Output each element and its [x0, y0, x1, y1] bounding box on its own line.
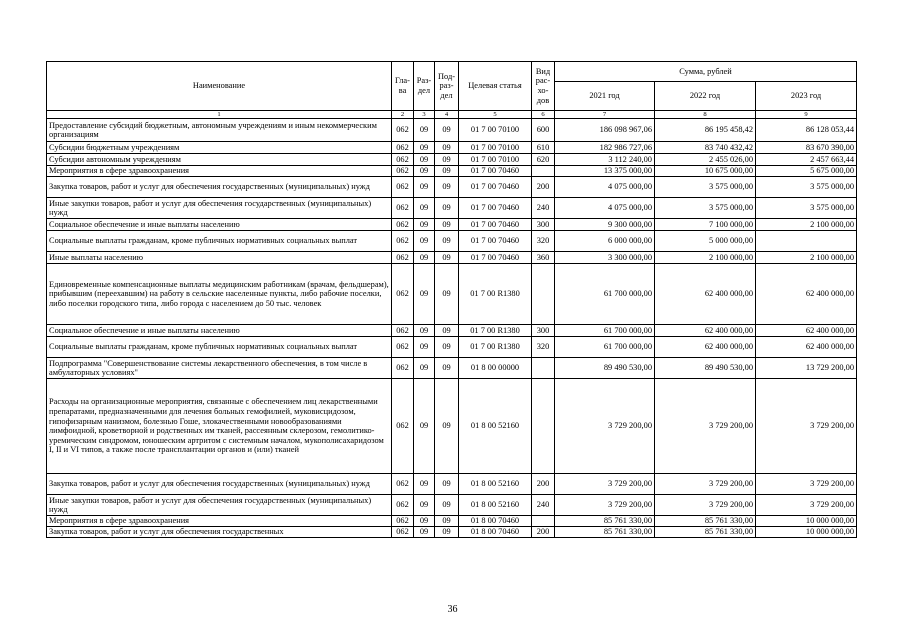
header-year-2023: 2023 год [756, 82, 857, 111]
table-row [47, 177, 857, 198]
row-razdel: 09 [414, 252, 435, 264]
row-tselevaya: 01 7 00 R1380 [459, 337, 532, 358]
row-sum-2022: 86 195 458,42 [655, 119, 756, 142]
row-sum-2023: 62 400 000,00 [756, 337, 857, 358]
row-glava: 062 [392, 142, 414, 154]
row-vid: 320 [532, 337, 555, 358]
row-podrazdel: 09 [435, 154, 459, 166]
row-sum-2022: 83 740 432,42 [655, 142, 756, 154]
row-podrazdel: 09 [435, 516, 459, 527]
row-sum-2022: 85 761 330,00 [655, 527, 756, 538]
row-razdel: 09 [414, 379, 435, 474]
row-razdel: 09 [414, 231, 435, 252]
row-sum-2021: 61 700 000,00 [555, 264, 655, 325]
table-header [47, 62, 857, 119]
row-sum-2022: 3 729 200,00 [655, 474, 756, 495]
row-vid [532, 264, 555, 325]
column-number: 1 [47, 111, 392, 119]
row-sum-2022: 85 761 330,00 [655, 516, 756, 527]
row-razdel: 09 [414, 527, 435, 538]
row-podrazdel: 09 [435, 142, 459, 154]
column-number: 3 [414, 111, 435, 119]
row-vid: 320 [532, 231, 555, 252]
row-sum-2023: 3 729 200,00 [756, 495, 857, 516]
row-name: Социальные выплаты гражданам, кроме публичных нормативных социальных выплат [47, 231, 392, 252]
row-sum-2023 [756, 231, 857, 252]
row-razdel: 09 [414, 219, 435, 231]
row-vid: 240 [532, 198, 555, 219]
row-tselevaya: 01 7 00 70100 [459, 142, 532, 154]
row-sum-2022: 89 490 530,00 [655, 358, 756, 379]
row-tselevaya: 01 7 00 70460 [459, 166, 532, 177]
row-sum-2022: 5 000 000,00 [655, 231, 756, 252]
row-vid [532, 516, 555, 527]
table-row [47, 325, 857, 337]
header-glava: Гла-ва [392, 62, 414, 111]
row-razdel: 09 [414, 264, 435, 325]
row-tselevaya: 01 7 00 70100 [459, 119, 532, 142]
row-name: Социальные выплаты гражданам, кроме публичных нормативных социальных выплат [47, 337, 392, 358]
table-row [47, 119, 857, 142]
table-row [47, 379, 857, 474]
row-tselevaya: 01 7 00 70460 [459, 252, 532, 264]
row-podrazdel: 09 [435, 325, 459, 337]
row-name: Субсидии бюджетным учреждениям [47, 142, 392, 154]
row-razdel: 09 [414, 198, 435, 219]
row-name: Подпрограмма "Совершенствование системы лекарственного обеспечения, в том числе в амбулаторных условиях" [47, 358, 392, 379]
row-razdel: 09 [414, 142, 435, 154]
row-razdel: 09 [414, 119, 435, 142]
row-podrazdel: 09 [435, 527, 459, 538]
column-number: 9 [756, 111, 857, 119]
row-sum-2023: 2 457 663,44 [756, 154, 857, 166]
row-podrazdel: 09 [435, 198, 459, 219]
header-summa: Сумма, рублей [555, 62, 857, 82]
row-razdel: 09 [414, 154, 435, 166]
row-tselevaya: 01 8 00 52160 [459, 474, 532, 495]
row-podrazdel: 09 [435, 358, 459, 379]
row-name: Мероприятия в сфере здравоохранения [47, 516, 392, 527]
row-tselevaya: 01 7 00 R1380 [459, 264, 532, 325]
row-glava: 062 [392, 166, 414, 177]
table-row [47, 264, 857, 325]
row-glava: 062 [392, 474, 414, 495]
row-glava: 062 [392, 325, 414, 337]
table-row [47, 337, 857, 358]
row-tselevaya: 01 7 00 70460 [459, 231, 532, 252]
row-sum-2021: 182 986 727,06 [555, 142, 655, 154]
row-name: Закупка товаров, работ и услуг для обеспечения государственных [47, 527, 392, 538]
row-sum-2022: 3 575 000,00 [655, 198, 756, 219]
header-name: Наименование [47, 62, 392, 111]
row-podrazdel: 09 [435, 337, 459, 358]
row-glava: 062 [392, 264, 414, 325]
row-podrazdel: 09 [435, 474, 459, 495]
row-sum-2023: 83 670 390,00 [756, 142, 857, 154]
row-tselevaya: 01 8 00 00000 [459, 358, 532, 379]
row-name: Иные закупки товаров, работ и услуг для обеспечения государственных (муниципальных) нужд [47, 495, 392, 516]
table-row [47, 219, 857, 231]
table-row [47, 154, 857, 166]
row-sum-2022: 3 729 200,00 [655, 495, 756, 516]
column-number: 5 [459, 111, 532, 119]
row-sum-2021: 186 098 967,06 [555, 119, 655, 142]
budget-table [46, 61, 857, 538]
row-sum-2022: 3 729 200,00 [655, 379, 756, 474]
table-row [47, 527, 857, 538]
row-vid: 610 [532, 142, 555, 154]
row-glava: 062 [392, 177, 414, 198]
row-vid [532, 358, 555, 379]
row-sum-2023: 86 128 053,44 [756, 119, 857, 142]
row-name: Расходы на организационные мероприятия, связанные с обеспечением лиц лекарственными препаратами, предназначенными для лечения больных гемофилией, муковисцидозом, гипофизарным нанизмом, болезнью Гоше, злокачественными новообразованиями лимфоидной, кроветворной и родственных им тканей, рассеянным склерозом, гемолитико-уремическим синдромом, юношеским артритом с системным началом, мукополисахаридозом I, II и VI типов, а также после трансплантации органов и (или) тканей [47, 379, 392, 474]
header-year-2022: 2022 год [655, 82, 756, 111]
row-glava: 062 [392, 379, 414, 474]
row-glava: 062 [392, 154, 414, 166]
row-name: Закупка товаров, работ и услуг для обеспечения государственных (муниципальных) нужд [47, 474, 392, 495]
row-name: Субсидии автономным учреждениям [47, 154, 392, 166]
row-razdel: 09 [414, 325, 435, 337]
row-podrazdel: 09 [435, 166, 459, 177]
row-vid: 200 [532, 527, 555, 538]
table-row [47, 166, 857, 177]
column-number: 7 [555, 111, 655, 119]
row-vid: 360 [532, 252, 555, 264]
row-vid: 620 [532, 154, 555, 166]
row-sum-2023: 62 400 000,00 [756, 264, 857, 325]
row-vid: 600 [532, 119, 555, 142]
row-glava: 062 [392, 119, 414, 142]
row-name: Единовременные компенсационные выплаты медицинским работникам (врачам, фельдшерам), прибывшим (переехавшим) на работу в сельские населенные пункты, либо рабочие поселки, либо поселки городского типа, либо города с населением до 50 тыс. человек [47, 264, 392, 325]
column-number: 2 [392, 111, 414, 119]
row-sum-2022: 62 400 000,00 [655, 337, 756, 358]
row-sum-2021: 3 300 000,00 [555, 252, 655, 264]
row-sum-2021: 61 700 000,00 [555, 337, 655, 358]
row-podrazdel: 09 [435, 219, 459, 231]
row-razdel: 09 [414, 358, 435, 379]
row-vid: 200 [532, 177, 555, 198]
row-podrazdel: 09 [435, 495, 459, 516]
row-sum-2021: 13 375 000,00 [555, 166, 655, 177]
row-vid: 240 [532, 495, 555, 516]
row-name: Социальное обеспечение и иные выплаты населению [47, 219, 392, 231]
row-razdel: 09 [414, 516, 435, 527]
row-sum-2023: 13 729 200,00 [756, 358, 857, 379]
row-glava: 062 [392, 337, 414, 358]
table-row [47, 198, 857, 219]
table-body [47, 119, 857, 538]
row-podrazdel: 09 [435, 252, 459, 264]
row-vid: 300 [532, 219, 555, 231]
table-row [47, 495, 857, 516]
row-sum-2021: 61 700 000,00 [555, 325, 655, 337]
row-sum-2021: 89 490 530,00 [555, 358, 655, 379]
row-sum-2023: 3 729 200,00 [756, 379, 857, 474]
header-tselevaya: Целевая статья [459, 62, 532, 111]
row-sum-2021: 3 729 200,00 [555, 379, 655, 474]
table-row [47, 231, 857, 252]
row-sum-2023: 3 575 000,00 [756, 198, 857, 219]
row-sum-2021: 3 112 240,00 [555, 154, 655, 166]
row-sum-2023: 3 575 000,00 [756, 177, 857, 198]
row-sum-2021: 3 729 200,00 [555, 495, 655, 516]
row-sum-2021: 6 000 000,00 [555, 231, 655, 252]
row-podrazdel: 09 [435, 379, 459, 474]
row-razdel: 09 [414, 495, 435, 516]
column-number: 6 [532, 111, 555, 119]
row-sum-2022: 7 100 000,00 [655, 219, 756, 231]
row-name: Мероприятия в сфере здравоохранения [47, 166, 392, 177]
table-row [47, 358, 857, 379]
row-name: Социальное обеспечение и иные выплаты населению [47, 325, 392, 337]
row-vid: 300 [532, 325, 555, 337]
column-numbers-row [47, 111, 857, 119]
row-sum-2022: 2 100 000,00 [655, 252, 756, 264]
row-sum-2023: 2 100 000,00 [756, 252, 857, 264]
row-glava: 062 [392, 495, 414, 516]
row-vid: 200 [532, 474, 555, 495]
row-tselevaya: 01 8 00 70460 [459, 527, 532, 538]
row-name: Иные выплаты населению [47, 252, 392, 264]
table-row [47, 474, 857, 495]
row-name: Закупка товаров, работ и услуг для обеспечения государственных (муниципальных) нужд [47, 177, 392, 198]
row-razdel: 09 [414, 166, 435, 177]
row-sum-2023: 2 100 000,00 [756, 219, 857, 231]
row-sum-2023: 10 000 000,00 [756, 516, 857, 527]
row-vid [532, 379, 555, 474]
row-tselevaya: 01 7 00 R1380 [459, 325, 532, 337]
row-sum-2022: 2 455 026,00 [655, 154, 756, 166]
row-glava: 062 [392, 231, 414, 252]
table-row [47, 142, 857, 154]
row-sum-2021: 3 729 200,00 [555, 474, 655, 495]
row-glava: 062 [392, 516, 414, 527]
column-number: 4 [435, 111, 459, 119]
row-vid [532, 166, 555, 177]
row-sum-2023: 5 675 000,00 [756, 166, 857, 177]
row-sum-2021: 4 075 000,00 [555, 177, 655, 198]
row-tselevaya: 01 8 00 52160 [459, 495, 532, 516]
header-year-2021: 2021 год [555, 82, 655, 111]
column-number: 8 [655, 111, 756, 119]
row-glava: 062 [392, 252, 414, 264]
row-glava: 062 [392, 219, 414, 231]
row-glava: 062 [392, 527, 414, 538]
row-sum-2023: 62 400 000,00 [756, 325, 857, 337]
header-vid: Вид рас-хо-дов [532, 62, 555, 111]
row-sum-2022: 62 400 000,00 [655, 325, 756, 337]
row-sum-2022: 3 575 000,00 [655, 177, 756, 198]
row-sum-2022: 10 675 000,00 [655, 166, 756, 177]
page-number: 36 [447, 604, 458, 615]
row-sum-2021: 85 761 330,00 [555, 527, 655, 538]
row-razdel: 09 [414, 337, 435, 358]
row-tselevaya: 01 7 00 70460 [459, 198, 532, 219]
header-razdel: Раз-дел [414, 62, 435, 111]
row-tselevaya: 01 7 00 70460 [459, 219, 532, 231]
row-sum-2021: 9 300 000,00 [555, 219, 655, 231]
row-tselevaya: 01 7 00 70460 [459, 177, 532, 198]
header-podrazdel: Под-раз-дел [435, 62, 459, 111]
row-sum-2021: 4 075 000,00 [555, 198, 655, 219]
row-razdel: 09 [414, 474, 435, 495]
row-name: Предоставление субсидий бюджетным, автономным учреждениям и иным некоммерческим организациям [47, 119, 392, 142]
row-sum-2022: 62 400 000,00 [655, 264, 756, 325]
row-podrazdel: 09 [435, 231, 459, 252]
row-tselevaya: 01 7 00 70100 [459, 154, 532, 166]
table-row [47, 252, 857, 264]
row-podrazdel: 09 [435, 177, 459, 198]
row-glava: 062 [392, 198, 414, 219]
row-sum-2023: 3 729 200,00 [756, 474, 857, 495]
row-tselevaya: 01 8 00 52160 [459, 379, 532, 474]
row-podrazdel: 09 [435, 264, 459, 325]
row-sum-2021: 85 761 330,00 [555, 516, 655, 527]
row-glava: 062 [392, 358, 414, 379]
row-tselevaya: 01 8 00 70460 [459, 516, 532, 527]
row-sum-2023: 10 000 000,00 [756, 527, 857, 538]
row-razdel: 09 [414, 177, 435, 198]
row-name: Иные закупки товаров, работ и услуг для обеспечения государственных (муниципальных) нужд [47, 198, 392, 219]
row-podrazdel: 09 [435, 119, 459, 142]
table-row [47, 516, 857, 527]
